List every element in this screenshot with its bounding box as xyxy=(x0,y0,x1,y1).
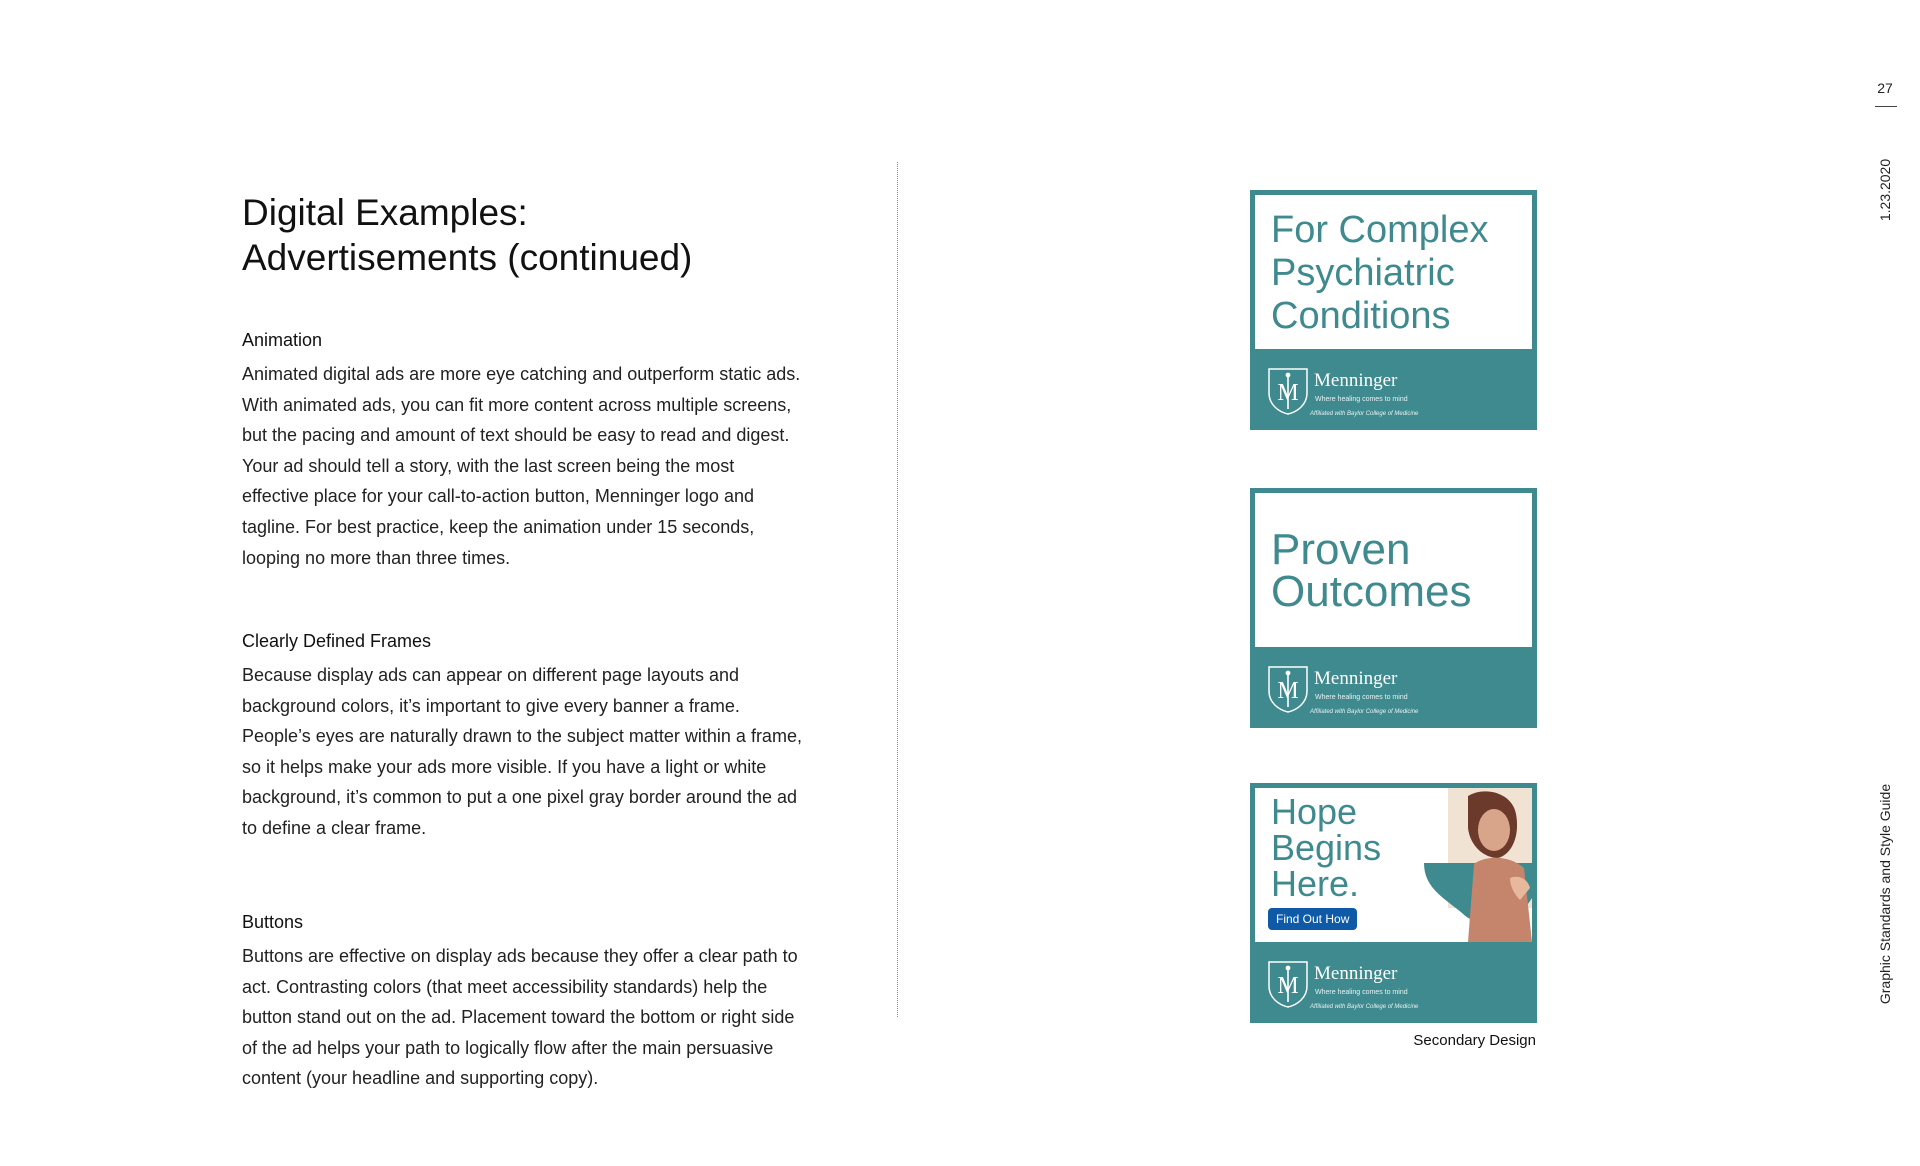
column-divider xyxy=(897,162,898,1017)
svg-text:M: M xyxy=(1277,678,1299,704)
ad-headline-line: For Complex xyxy=(1271,209,1489,251)
menninger-crest-icon xyxy=(1267,367,1309,415)
find-out-how-button[interactable]: Find Out How xyxy=(1268,908,1357,930)
page-number-rule xyxy=(1875,106,1897,107)
section-heading: Clearly Defined Frames xyxy=(242,631,432,651)
section-body: Buttons are effective on display ads because they offer a clear path to act. Contrasting colors (that meet accessibility standards) help the button stand out on the ad. Placement toward the bottom or right side of the ad helps your path to logically flow after the main persuasive content (your headline and supporting copy). xyxy=(242,946,798,1089)
svg-text:M: M xyxy=(1277,380,1299,406)
ad-headline-line: Hope xyxy=(1271,791,1358,832)
brand-name: Menninger xyxy=(1314,370,1398,391)
section-heading: Buttons xyxy=(242,912,304,932)
menninger-crest-icon xyxy=(1267,665,1309,713)
brand-name: Menninger xyxy=(1314,668,1398,689)
section-clearly-defined-frames xyxy=(242,626,802,844)
ad-headline-line: Conditions xyxy=(1271,295,1451,337)
ad-example-3 xyxy=(1250,783,1537,1023)
ad-headline-line: Psychiatric xyxy=(1271,252,1455,294)
page-title-line-1: Digital Examples: xyxy=(242,192,528,233)
brand-tagline: Where healing comes to mind xyxy=(1315,396,1408,403)
menninger-crest-icon xyxy=(1267,960,1309,1008)
brand-affiliation: Affiliated with Baylor College of Medicine xyxy=(1310,709,1419,715)
section-body: Animated digital ads are more eye catching and outperform static ads. With animated ads, you can fit more content across multiple screens, but the pacing and amount of text should be easy to read and digest. Your ad should tell a story, with the last screen being the most effective place for your call-to-action button, Menninger logo and tagline. For best practice, keep the animation under 15 seconds, looping no more than three times. xyxy=(242,364,801,568)
document-date: 1.23.2020 xyxy=(1877,158,1893,222)
ad-headline xyxy=(1271,209,1489,338)
ad-logo-bar xyxy=(1250,354,1537,430)
ad-message-area xyxy=(1255,493,1532,647)
brand-affiliation: Affiliated with Baylor College of Medicine xyxy=(1310,411,1419,417)
section-heading: Animation xyxy=(242,330,323,350)
ad-message-area xyxy=(1255,788,1532,942)
brand-name: Menninger xyxy=(1314,963,1398,984)
page-title-line-2: Advertisements (continued) xyxy=(242,237,693,278)
brand-tagline: Where healing comes to mind xyxy=(1315,989,1408,996)
ad-message-area xyxy=(1255,195,1532,349)
ad-headline-line: Proven xyxy=(1271,525,1411,574)
ad-logo-bar xyxy=(1250,947,1537,1023)
section-buttons xyxy=(242,907,802,1094)
page-number: 27 xyxy=(1877,80,1893,96)
brand-tagline: Where healing comes to mind xyxy=(1315,694,1408,701)
ad-example-1 xyxy=(1250,190,1537,430)
guide-title: Graphic Standards and Style Guide xyxy=(1877,783,1893,1005)
ad-logo-bar xyxy=(1250,652,1537,728)
section-body: Because display ads can appear on different page layouts and background colors, it’s important to give every banner a frame. People’s eyes are naturally drawn to the subject matter within a frame, so it helps make your ads more visible. If you have a light or white background, it’s common to put a one pixel gray border around the ad to define a clear frame. xyxy=(242,665,802,838)
brand-affiliation: Affiliated with Baylor College of Medicine xyxy=(1310,1004,1419,1010)
ad-headline-line: Here. xyxy=(1271,863,1360,904)
ad-headline-line: Outcomes xyxy=(1271,567,1472,616)
woman-photo-icon xyxy=(1424,788,1532,942)
ad-headline xyxy=(1271,791,1382,904)
ad-example-2 xyxy=(1250,488,1537,728)
ad-headline xyxy=(1271,525,1472,616)
svg-text:M: M xyxy=(1277,973,1299,999)
figure-caption: Secondary Design xyxy=(1413,1032,1536,1049)
ad-headline-line: Begins xyxy=(1271,827,1382,868)
section-animation xyxy=(242,325,802,573)
page-title xyxy=(242,190,692,280)
